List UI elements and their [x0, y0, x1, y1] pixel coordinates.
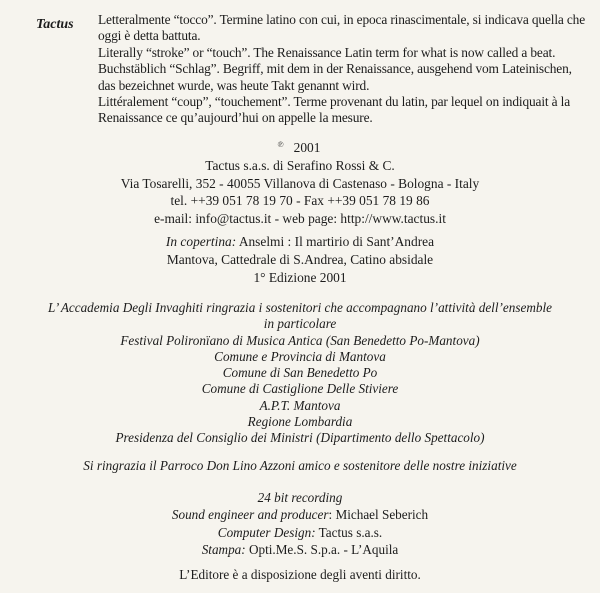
rights-notice: L’Editore è a disposizione degli aventi diritto.	[179, 567, 421, 582]
definition-english: Literally “stroke” or “touch”. The Renaissance Latin term for what is now called a beat.	[98, 44, 556, 60]
sponsor-item: Presidenza del Consiglio dei Ministri (Dipartimento dello Spettacolo)	[115, 430, 485, 446]
publisher-company: Tactus s.a.s. di Serafino Rossi & C.	[205, 157, 395, 173]
credit-print-label: Stampa:	[201, 542, 246, 558]
sponsor-item: Comune di Castiglione Delle Stiviere	[201, 381, 399, 397]
definition-french: Littéralement “coup”, “touchement”. Terme provenant du latin, par lequel on indiquait à la Renaissance ce qu’aujourd’hui on appelle la mesure.	[98, 94, 571, 126]
cover-edition: 1° Edizione 2001	[253, 269, 347, 285]
definition-german: Buchstäblich “Schlag”. Begriff, mit dem in der Renaissance, ausgehend vom Lateinischen, das bezeichnet wurde, was heute Takt genannt wird.	[98, 61, 572, 93]
sponsor-item: Festival Polironïano di Musica Antica (San Benedetto Po-Mantova)	[120, 332, 480, 348]
sponsor-item: A.P.T. Mantova	[259, 397, 341, 413]
cover-artist-title: Anselmi : Il martirio di Sant’Andrea	[238, 234, 435, 249]
credits-block	[0, 489, 600, 559]
credit-print-value: Opti.Me.S. S.p.a. - L’Aquila	[245, 542, 399, 558]
thanks-intro: L’ Accademia Degli Invaghiti ringrazia i sostenitori che accompagnano l’attività dell’ensemble	[48, 300, 552, 315]
phonogram-icon: ℗	[277, 140, 284, 149]
credit-design	[0, 524, 600, 541]
credit-engineer-label: Sound engineer and producer	[171, 507, 329, 523]
sponsor-item: Regione Lombardia	[247, 414, 353, 430]
credit-engineer	[0, 506, 600, 523]
credit-design-value: Tactus s.a.s.	[315, 524, 383, 540]
sponsor-item: Comune e Provincia di Mantova	[214, 348, 386, 364]
credit-engineer-value: : Michael Seberich	[328, 507, 429, 523]
thanks-intro-cont: in particolare	[263, 316, 337, 332]
sponsor-item: Comune di San Benedetto Po	[222, 365, 378, 381]
copyright-year: 2001	[293, 140, 321, 155]
parroco-thanks: Si ringrazia il Parroco Don Lino Azzoni amico e sostenitore delle nostre iniziative	[83, 458, 517, 473]
publisher-email-web: e-mail: info@tactus.it - web page: http://www.tactus.it	[154, 211, 446, 227]
publisher-phone-fax: tel. ++39 051 78 19 70 - Fax ++39 051 78 19 86	[170, 193, 430, 209]
cover-artwork-line	[0, 233, 600, 251]
credit-recording: 24 bit recording	[257, 490, 343, 505]
thanks-block	[0, 300, 600, 447]
credit-print	[0, 541, 600, 558]
publisher-block	[0, 136, 600, 228]
cover-label: In copertina:	[165, 234, 237, 249]
cover-location: Mantova, Cattedrale di S.Andrea, Catino absidale	[166, 251, 434, 267]
definition-italian: Letteralmente “tocco”. Termine latino con cui, in epoca rinascimentale, si indicava quella che oggi è detta battuta.	[98, 12, 586, 44]
copyright-line	[0, 136, 600, 157]
publisher-address: Via Tosarelli, 352 - 40055 Villanova di Castenaso - Bologna - Italy	[120, 175, 480, 191]
tactus-definition	[98, 12, 588, 127]
cover-block	[0, 233, 600, 286]
credit-design-label: Computer Design:	[217, 524, 316, 540]
brand-name: Tactus	[36, 17, 74, 32]
